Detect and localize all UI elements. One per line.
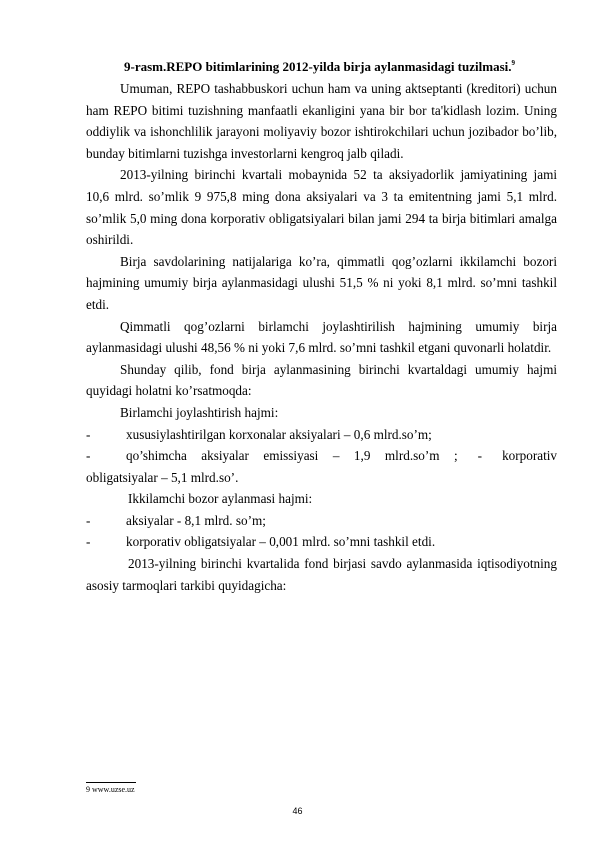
paragraph-sector-structure: 2013-yilning birinchi kvartalida fond birjasi savdo aylanmasida iqtisodiyotning asosiy tarmoqlari tarkibi quyidagicha:: [86, 556, 557, 593]
list-item: - korporativ obligatsiyalar – 0,001 mlrd. so’mni tashkil etdi.: [86, 531, 557, 553]
figure-caption: 9-rasm.REPO bitimlarining 2012-yilda birja aylanmasidagi tuzilmasi.$^9$: [124, 59, 515, 74]
paragraph-q1-deals: 2013-yilning birinchi kvartali mobaynida 52 ta aksiyadorlik jamiyatining jami 10,6 mlrd. so’mlik 9 975,8 ming dona aksiyalari va 3 ta emitentning jami 5,1 mlrd. so’mlik 5,0 ming dona korporativ obligatsiyalari bilan jami 294 ta birja bitimlari amalga oshirildi.: [86, 167, 557, 248]
dash-marker: -: [86, 426, 91, 442]
footnote-divider: [86, 782, 136, 783]
paragraph-primary-heading: Birlamchi joylashtirish hajmi:: [120, 404, 279, 420]
list-item-continuation: obligatsiyalar – 5,1 mlrd.so’.: [86, 469, 239, 485]
paragraph-repo-benefits: Umuman, REPO tashabbuskori uchun ham va uning aktseptanti (kreditori) uchun ham REPO bitimi tuzishning manfaatli ekanligini yana bir bor ta'kidlash lozim. Uning oddiylik va ishonchlilik jarayoni moliyaviy bozor ishtirokchilari uchun jozibador bo’lib, bunday bitimlarni tuzishga investorlarni kengroq jalb qiladi.: [86, 81, 557, 161]
dash-marker: -: [477, 448, 483, 464]
list-item: - aksiyalar - 8,1 mlrd. so’m;: [86, 510, 557, 532]
paragraph-turnover-summary: Shunday qilib, fond birja aylanmasining birinchi kvartaldagi umumiy hajmi quyidagi holatni ko’rsatmoqda:: [86, 361, 557, 399]
document-body: [86, 54, 557, 596]
footnote: 9 www.uzse.uz: [86, 785, 135, 794]
page-number: 46: [292, 806, 303, 816]
dash-marker: -: [86, 534, 91, 550]
dash-marker: -: [86, 448, 91, 464]
dash-marker: -: [86, 512, 91, 528]
footnote-ref: 9: [511, 59, 515, 67]
paragraph-secondary-heading: Ikkilamchi bozor aylanmasi hajmi:: [128, 491, 313, 507]
list-item: - qo’shimcha aksiyalar emissiyasi – 1,9 mlrd.so’m ; - korporativ: [86, 445, 557, 467]
paragraph-secondary-market: Birja savdolarining natijalariga ko’ra, qimmatli qog’ozlarni ikkilamchi bozori hajmining umumiy birja aylanmasidagi ulushi 51,5 % ni yoki 8,1 mlrd. so’mni tashkil etdi.: [86, 253, 557, 312]
paragraph-primary-placement: Qimmatli qog’ozlarni birlamchi joylashtirilish hajmining umumiy birja aylanmasidagi ulushi 48,56 % ni yoki 7,6 mlrd. so’mni tashkil etgani quvonarli holatdir.: [86, 318, 557, 356]
list-item: - xususiylashtirilgan korxonalar aksiyalari – 0,6 mlrd.so’m;: [86, 424, 557, 446]
